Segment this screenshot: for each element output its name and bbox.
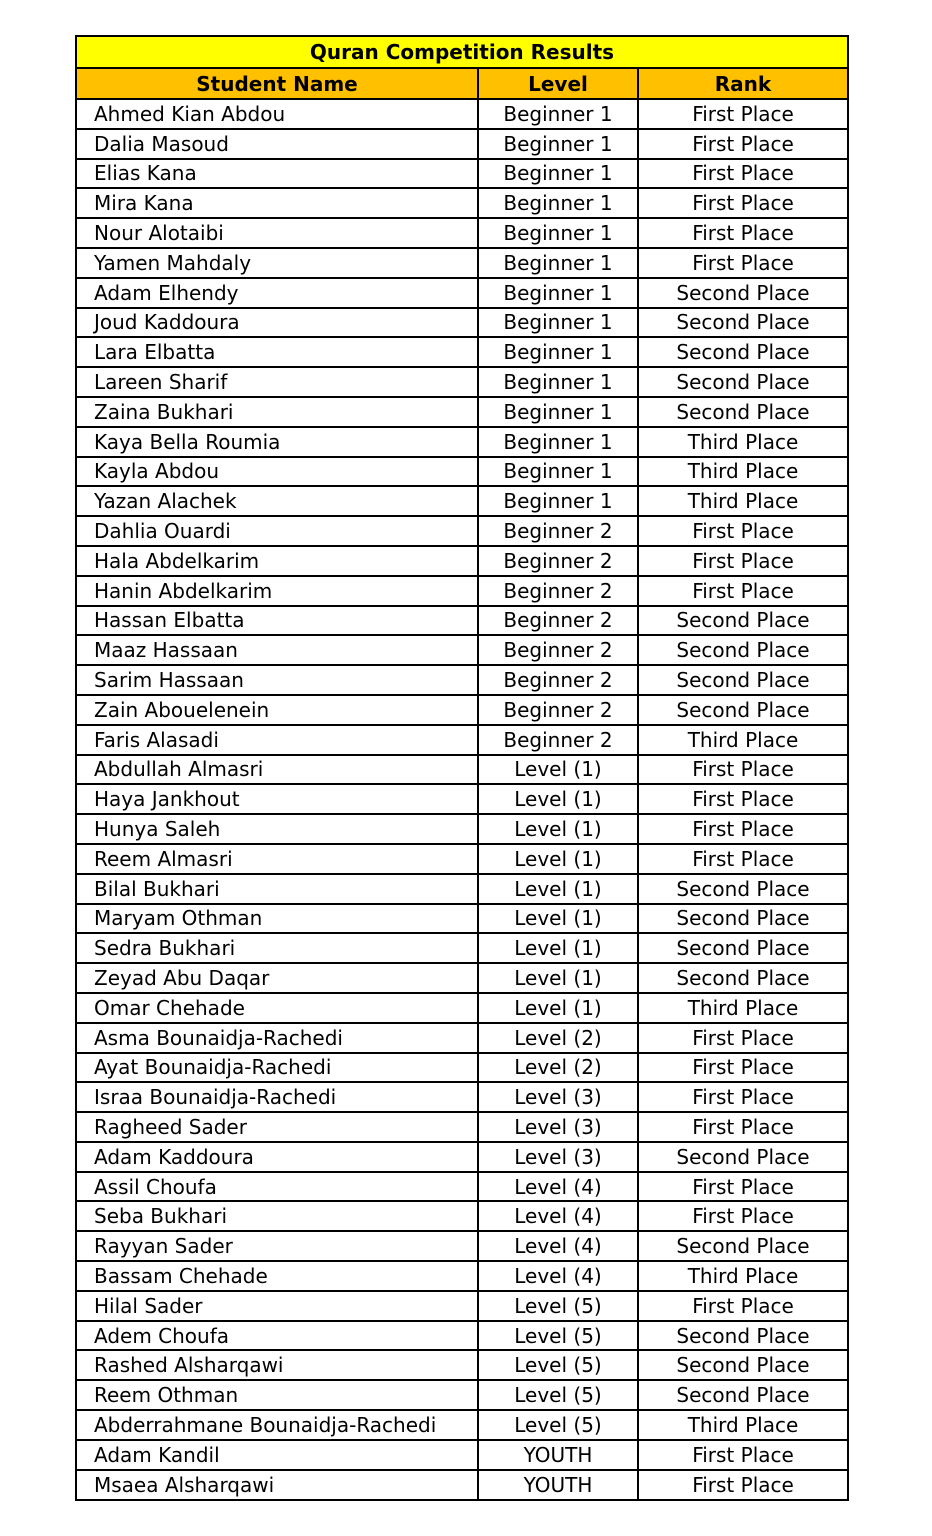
level-cell: Beginner 1 <box>478 367 638 397</box>
table-row <box>77 874 847 904</box>
column-header-level: Level <box>478 69 638 99</box>
rank-cell: First Place <box>638 814 847 844</box>
level-cell: Level (1) <box>478 904 638 934</box>
rank-cell: Third Place <box>638 725 847 755</box>
student-name-cell: Kaya Bella Roumia <box>77 427 478 457</box>
rank-cell: Second Place <box>638 308 847 338</box>
level-cell: Level (5) <box>478 1350 638 1380</box>
table-row <box>77 516 847 546</box>
level-cell: Level (1) <box>478 814 638 844</box>
rank-cell: Second Place <box>638 874 847 904</box>
student-name-cell: Adam Kandil <box>77 1440 478 1470</box>
table-row <box>77 695 847 725</box>
student-name-cell: Ayat Bounaidja-Rachedi <box>77 1053 478 1083</box>
rank-cell: Second Place <box>638 1350 847 1380</box>
rank-cell: First Place <box>638 1172 847 1202</box>
student-name-cell: Joud Kaddoura <box>77 308 478 338</box>
level-cell: Beginner 1 <box>478 159 638 189</box>
rank-cell: First Place <box>638 1053 847 1083</box>
table-row <box>77 904 847 934</box>
rank-cell: Second Place <box>638 367 847 397</box>
level-cell: Beginner 2 <box>478 576 638 606</box>
student-name-cell: Zaina Bukhari <box>77 397 478 427</box>
rank-cell: First Place <box>638 248 847 278</box>
level-cell: Beginner 1 <box>478 278 638 308</box>
rank-cell: Second Place <box>638 665 847 695</box>
level-cell: Beginner 2 <box>478 665 638 695</box>
level-cell: Level (1) <box>478 755 638 785</box>
student-name-cell: Rayyan Sader <box>77 1231 478 1261</box>
student-name-cell: Kayla Abdou <box>77 457 478 487</box>
table-row <box>77 457 847 487</box>
student-name-cell: Abdullah Almasri <box>77 755 478 785</box>
table-row <box>77 814 847 844</box>
table-row <box>77 1261 847 1291</box>
rank-cell: Second Place <box>638 397 847 427</box>
student-name-cell: Abderrahmane Bounaidja-Rachedi <box>77 1410 478 1440</box>
level-cell: Level (1) <box>478 874 638 904</box>
rank-cell: Second Place <box>638 1380 847 1410</box>
level-cell: Beginner 2 <box>478 635 638 665</box>
rank-cell: First Place <box>638 1201 847 1231</box>
rank-cell: First Place <box>638 784 847 814</box>
student-name-cell: Msaea Alsharqawi <box>77 1470 478 1500</box>
rank-cell: First Place <box>638 1440 847 1470</box>
column-header-student-name: Student Name <box>77 69 478 99</box>
rank-cell: Second Place <box>638 933 847 963</box>
table-row <box>77 1410 847 1440</box>
rank-cell: First Place <box>638 1112 847 1142</box>
table-row <box>77 1112 847 1142</box>
table-row <box>77 725 847 755</box>
table-body <box>77 99 847 1499</box>
rank-cell: First Place <box>638 188 847 218</box>
student-name-cell: Omar Chehade <box>77 993 478 1023</box>
student-name-cell: Adam Elhendy <box>77 278 478 308</box>
table-title: Quran Competition Results <box>77 37 847 69</box>
student-name-cell: Sedra Bukhari <box>77 933 478 963</box>
level-cell: Level (2) <box>478 1053 638 1083</box>
rank-cell: Second Place <box>638 635 847 665</box>
rank-cell: Third Place <box>638 1410 847 1440</box>
table-row <box>77 933 847 963</box>
table-row <box>77 1053 847 1083</box>
level-cell: Level (3) <box>478 1142 638 1172</box>
level-cell: Beginner 2 <box>478 546 638 576</box>
table-row <box>77 546 847 576</box>
table-row <box>77 486 847 516</box>
student-name-cell: Hassan Elbatta <box>77 606 478 636</box>
level-cell: Level (5) <box>478 1380 638 1410</box>
table-row <box>77 1231 847 1261</box>
level-cell: Beginner 2 <box>478 725 638 755</box>
table-row <box>77 188 847 218</box>
level-cell: Level (2) <box>478 1023 638 1053</box>
table-row <box>77 1201 847 1231</box>
student-name-cell: Israa Bounaidja-Rachedi <box>77 1082 478 1112</box>
level-cell: Beginner 1 <box>478 427 638 457</box>
level-cell: Level (1) <box>478 784 638 814</box>
level-cell: Beginner 1 <box>478 337 638 367</box>
student-name-cell: Nour Alotaibi <box>77 218 478 248</box>
table-row <box>77 784 847 814</box>
rank-cell: First Place <box>692 1473 794 1498</box>
student-name-cell: Dahlia Ouardi <box>77 516 478 546</box>
table-row <box>77 1380 847 1410</box>
level-cell: Beginner 1 <box>478 188 638 218</box>
level-cell: Level (1) <box>478 933 638 963</box>
student-name-cell: Hanin Abdelkarim <box>77 576 478 606</box>
table-row <box>77 576 847 606</box>
level-cell: Level (1) <box>478 993 638 1023</box>
student-name-cell: Ragheed Sader <box>77 1112 478 1142</box>
student-name-cell: Yamen Mahdaly <box>77 248 478 278</box>
student-name-cell: Rashed Alsharqawi <box>77 1350 478 1380</box>
student-name-cell: Assil Choufa <box>77 1172 478 1202</box>
student-name-cell: Haya Jankhout <box>77 784 478 814</box>
rank-cell: Second Place <box>638 1231 847 1261</box>
rank-cell: First Place <box>638 1291 847 1321</box>
table-row <box>77 665 847 695</box>
level-cell: Beginner 1 <box>478 218 638 248</box>
rank-cell: Third Place <box>638 427 847 457</box>
student-name-cell: Dalia Masoud <box>77 129 478 159</box>
level-cell: Level (4) <box>478 1201 638 1231</box>
level-cell: Beginner 2 <box>478 516 638 546</box>
table-row <box>77 1321 847 1351</box>
student-name-cell: Lareen Sharif <box>77 367 478 397</box>
level-cell: Beginner 1 <box>478 308 638 338</box>
student-name-cell: Mira Kana <box>77 188 478 218</box>
rank-cell: First Place <box>638 129 847 159</box>
table-row <box>77 308 847 338</box>
student-name-cell: Sarim Hassaan <box>77 665 478 695</box>
rank-cell: First Place <box>638 844 847 874</box>
level-cell: Level (4) <box>478 1261 638 1291</box>
student-name-cell: Ahmed Kian Abdou <box>77 99 478 129</box>
rank-cell: Second Place <box>638 904 847 934</box>
student-name-cell: Maryam Othman <box>77 904 478 934</box>
rank-cell: Second Place <box>638 278 847 308</box>
rank-cell: First Place <box>638 546 847 576</box>
level-cell: Level (5) <box>478 1321 638 1351</box>
level-cell: Level (3) <box>478 1082 638 1112</box>
level-cell: Level (1) <box>478 963 638 993</box>
student-name-cell: Hala Abdelkarim <box>77 546 478 576</box>
table-row <box>77 755 847 785</box>
student-name-cell: Adam Kaddoura <box>77 1142 478 1172</box>
rank-cell: First Place <box>638 99 847 129</box>
table-row <box>77 1350 847 1380</box>
table-row <box>77 129 847 159</box>
rank-cell: First Place <box>638 218 847 248</box>
rank-cell: First Place <box>638 1082 847 1112</box>
student-name-cell: Yazan Alachek <box>77 486 478 516</box>
table-row <box>77 248 847 278</box>
rank-cell: Second Place <box>638 1321 847 1351</box>
level-cell: Beginner 1 <box>478 397 638 427</box>
level-cell: Beginner 2 <box>478 695 638 725</box>
table-row <box>77 367 847 397</box>
rank-cell: First Place <box>638 159 847 189</box>
level-cell: Beginner 1 <box>478 457 638 487</box>
table-row <box>77 844 847 874</box>
rank-cell: Third Place <box>638 993 847 1023</box>
table-row <box>77 635 847 665</box>
rank-cell: Third Place <box>638 486 847 516</box>
table-row <box>77 427 847 457</box>
rank-cell: First Place <box>638 516 847 546</box>
rank-cell: First Place <box>638 755 847 785</box>
table-row <box>77 218 847 248</box>
rank-cell: Second Place <box>638 963 847 993</box>
rank-cell: Second Place <box>638 1142 847 1172</box>
student-name-cell: Zeyad Abu Daqar <box>77 963 478 993</box>
table-row <box>77 99 847 129</box>
rank-cell: First Place <box>638 576 847 606</box>
level-cell: Beginner 1 <box>478 248 638 278</box>
table-row <box>77 1082 847 1112</box>
table-row <box>77 337 847 367</box>
table-row <box>77 1440 847 1470</box>
level-cell: Level (4) <box>478 1172 638 1202</box>
student-name-cell: Elias Kana <box>77 159 478 189</box>
table-row <box>77 1291 847 1321</box>
column-header-rank: Rank <box>638 69 847 99</box>
student-name-cell: Reem Othman <box>77 1380 478 1410</box>
table-row <box>77 606 847 636</box>
level-cell: YOUTH <box>478 1440 638 1470</box>
level-cell: Beginner 1 <box>478 99 638 129</box>
level-cell: Beginner 1 <box>478 486 638 516</box>
rank-cell: Second Place <box>638 695 847 725</box>
table-row <box>77 397 847 427</box>
results-table <box>77 69 847 1499</box>
table-row <box>77 159 847 189</box>
level-cell: Level (4) <box>478 1231 638 1261</box>
student-name-cell: Lara Elbatta <box>77 337 478 367</box>
student-name-cell: Reem Almasri <box>77 844 478 874</box>
results-sheet <box>75 35 849 1501</box>
student-name-cell: Zain Abouelenein <box>77 695 478 725</box>
student-name-cell: Adem Choufa <box>77 1321 478 1351</box>
student-name-cell: Faris Alasadi <box>77 725 478 755</box>
rank-cell: Third Place <box>638 1261 847 1291</box>
level-cell: Level (5) <box>478 1410 638 1440</box>
table-row <box>77 1172 847 1202</box>
level-cell: YOUTH <box>478 1470 638 1500</box>
student-name-cell: Seba Bukhari <box>77 1201 478 1231</box>
level-cell: Beginner 2 <box>478 606 638 636</box>
table-row <box>77 993 847 1023</box>
level-cell: Level (1) <box>478 844 638 874</box>
table-row <box>77 278 847 308</box>
level-cell: Level (5) <box>478 1291 638 1321</box>
student-name-cell: Bassam Chehade <box>77 1261 478 1291</box>
rank-cell: Second Place <box>638 337 847 367</box>
rank-cell: Second Place <box>638 606 847 636</box>
level-cell: Beginner 1 <box>478 129 638 159</box>
table-row <box>77 1142 847 1172</box>
header-row <box>77 69 847 99</box>
rank-cell: First Place <box>638 1023 847 1053</box>
student-name-cell: Maaz Hassaan <box>77 635 478 665</box>
table-row <box>77 963 847 993</box>
student-name-cell: Bilal Bukhari <box>77 874 478 904</box>
student-name-cell: Hunya Saleh <box>77 814 478 844</box>
student-name-cell: Asma Bounaidja-Rachedi <box>77 1023 478 1053</box>
student-name-cell: Hilal Sader <box>77 1291 478 1321</box>
table-row <box>77 1023 847 1053</box>
table-row <box>77 1470 847 1500</box>
level-cell: Level (3) <box>478 1112 638 1142</box>
rank-cell: Third Place <box>638 457 847 487</box>
